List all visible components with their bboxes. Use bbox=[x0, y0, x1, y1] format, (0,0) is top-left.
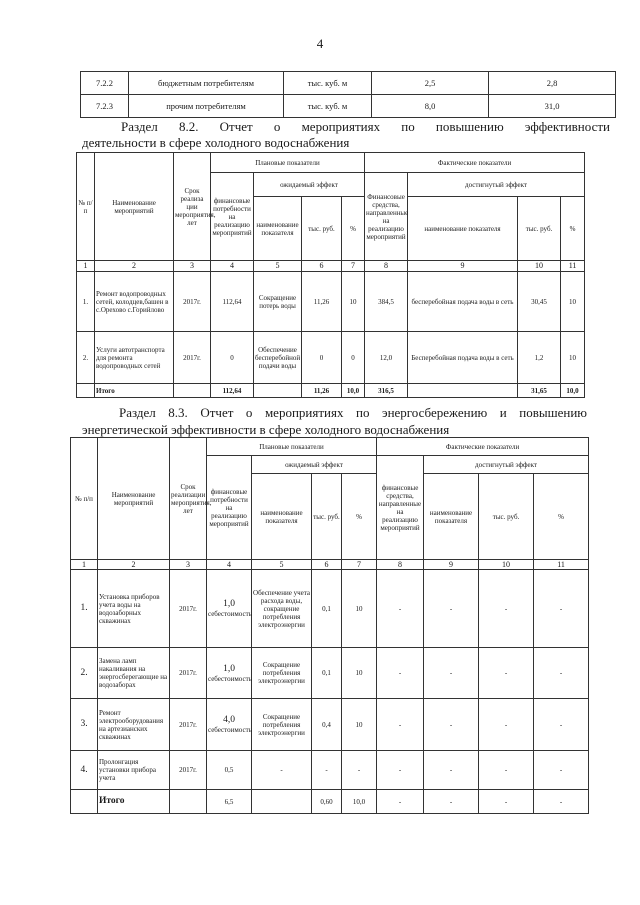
table-row bbox=[81, 95, 616, 118]
row-fin-unit: себестоимость bbox=[208, 610, 252, 618]
row-fin-actual: - bbox=[377, 648, 424, 699]
row-period: 2017г. bbox=[174, 272, 211, 332]
row-period: 2017г. bbox=[170, 699, 207, 751]
header-actual: Фактические показатели bbox=[365, 153, 585, 173]
index-cell: 1 bbox=[77, 261, 95, 272]
header-planned: Плановые показатели bbox=[211, 153, 365, 173]
index-cell: 8 bbox=[377, 560, 424, 570]
header-num: № п/ п bbox=[77, 153, 95, 261]
row-fin-value: 1,0 bbox=[223, 599, 235, 609]
row-exp-name: Обеспечение учета расхода воды, сокращение потребления электроэнергии bbox=[252, 570, 312, 648]
row-ach-pct: 10 bbox=[561, 332, 585, 384]
header-period: Срок реализации мероприятия, лет bbox=[170, 438, 207, 560]
row-number: 7.2.3 bbox=[81, 95, 129, 118]
section-82-title-line1: Раздел 8.2. Отчет о мероприятиях по повышению эффективности bbox=[121, 119, 610, 134]
header-actual: Фактические показатели bbox=[377, 438, 589, 456]
index-cell: 6 bbox=[312, 560, 342, 570]
row-fin-value: 1,0 bbox=[223, 663, 235, 674]
index-cell: 3 bbox=[174, 261, 211, 272]
header-ach-pct: % bbox=[534, 474, 589, 560]
row-fin-actual: - bbox=[377, 751, 424, 790]
total-ach-pct: 10,0 bbox=[561, 384, 585, 398]
row-number: 1. bbox=[77, 272, 95, 332]
index-cell: 9 bbox=[424, 560, 479, 570]
index-cell: 10 bbox=[518, 261, 561, 272]
header-exp-name: наименование показателя bbox=[254, 197, 302, 261]
index-cell: 7 bbox=[342, 560, 377, 570]
row-exp-name: Сокращение потребления электроэнергии bbox=[252, 648, 312, 699]
header-name: Наименование мероприятий bbox=[98, 438, 170, 560]
section-82-table bbox=[76, 152, 585, 398]
row-name: Ремонт водопроводных сетей, колодцев,башен в с.Орехово с.Горийлово bbox=[95, 272, 174, 332]
table-row bbox=[71, 648, 589, 699]
header-fin-actual: финансовые средства, направленные на реализацию мероприятий bbox=[377, 456, 424, 560]
row-exp-name: Сокращение потерь воды bbox=[254, 272, 302, 332]
table-row bbox=[77, 332, 585, 384]
header-financing: финансовые потребности на реализацию мероприятий bbox=[211, 173, 254, 261]
header-ach-name: наименование показателя bbox=[408, 197, 518, 261]
index-row bbox=[71, 560, 589, 570]
header-planned: Плановые показатели bbox=[207, 438, 377, 456]
row-fin-value: 4,0 bbox=[223, 715, 235, 725]
table-row bbox=[71, 699, 589, 751]
row-fin-value: 0,5 bbox=[224, 766, 234, 774]
row-ach-pct: - bbox=[534, 751, 589, 790]
row-plan: 2,5 bbox=[372, 72, 489, 95]
row-number: 2. bbox=[77, 332, 95, 384]
row-exp-rub: 0,4 bbox=[312, 699, 342, 751]
row-ach-rub: - bbox=[479, 699, 534, 751]
index-cell: 4 bbox=[211, 261, 254, 272]
row-name: Ремонт электрооборудования на артезианских скважинах bbox=[98, 699, 170, 751]
header-achieved: достигнутый эффект bbox=[408, 173, 585, 197]
table-row bbox=[81, 72, 616, 95]
index-cell: 4 bbox=[207, 560, 252, 570]
header-ach-pct: % bbox=[561, 197, 585, 261]
table-row bbox=[77, 272, 585, 332]
row-name: Пролонгация установки прибора учета bbox=[98, 751, 170, 790]
row-financing bbox=[207, 751, 252, 790]
total-row bbox=[77, 384, 585, 398]
page-number: 4 bbox=[316, 36, 324, 51]
row-name: бюджетным потребителям bbox=[129, 72, 284, 95]
header-expected: ожидаемый эффект bbox=[252, 456, 377, 474]
row-name: Установка приборов учета воды на водозаборных скважинах bbox=[98, 570, 170, 648]
header-fin-actual: Финансовые средства, направленные на реализацию мероприятий bbox=[365, 173, 408, 261]
row-fin-unit: себестоимость bbox=[208, 726, 252, 734]
index-cell: 5 bbox=[252, 560, 312, 570]
row-unit: тыс. куб. м bbox=[284, 72, 372, 95]
row-exp-pct: 10 bbox=[342, 272, 365, 332]
index-cell: 2 bbox=[95, 261, 174, 272]
row-period: 2017г. bbox=[170, 648, 207, 699]
row-financing bbox=[207, 699, 252, 751]
header-exp-pct: % bbox=[342, 197, 365, 261]
table-row bbox=[71, 751, 589, 790]
row-exp-pct: - bbox=[342, 751, 377, 790]
row-number: 3. bbox=[71, 699, 98, 751]
section-83-title-line1: Раздел 8.3. Отчет о мероприятиях по энергосбережению и повышению bbox=[119, 405, 587, 420]
row-exp-rub: 0,1 bbox=[312, 570, 342, 648]
header-name: Наименование мероприятий bbox=[95, 153, 174, 261]
row-unit: тыс. куб. м bbox=[284, 95, 372, 118]
row-number: 2. bbox=[71, 648, 98, 699]
total-ach-pct: - bbox=[534, 790, 589, 814]
row-exp-name: Обеспечение бесперебойной подачи воды bbox=[254, 332, 302, 384]
header-exp-rub: тыс. руб. bbox=[312, 474, 342, 560]
row-ach-rub: 30,45 bbox=[518, 272, 561, 332]
total-ach-name: - bbox=[424, 790, 479, 814]
section-83-table bbox=[70, 437, 589, 814]
total-ach-rub: - bbox=[479, 790, 534, 814]
row-exp-pct: 10 bbox=[342, 648, 377, 699]
row-ach-pct: - bbox=[534, 699, 589, 751]
header-achieved: достигнутый эффект bbox=[424, 456, 589, 474]
total-exp-rub: 0,60 bbox=[312, 790, 342, 814]
row-fin-unit: себестоимость bbox=[208, 674, 252, 683]
row-ach-name: - bbox=[424, 648, 479, 699]
row-fin-actual: 384,5 bbox=[365, 272, 408, 332]
row-name: прочим потребителям bbox=[129, 95, 284, 118]
index-cell: 10 bbox=[479, 560, 534, 570]
row-ach-name: - bbox=[424, 751, 479, 790]
total-fin-actual: 316,5 bbox=[365, 384, 408, 398]
row-financing bbox=[207, 648, 252, 699]
total-fin-actual: - bbox=[377, 790, 424, 814]
index-cell: 7 bbox=[342, 261, 365, 272]
row-financing: 0 bbox=[211, 332, 254, 384]
header-ach-rub: тыс. руб. bbox=[518, 197, 561, 261]
total-label: Итого bbox=[95, 384, 174, 398]
row-period: 2017г. bbox=[174, 332, 211, 384]
index-cell: 3 bbox=[170, 560, 207, 570]
index-cell: 11 bbox=[534, 560, 589, 570]
header-exp-rub: тыс. руб. bbox=[302, 197, 342, 261]
header-ach-rub: тыс. руб. bbox=[479, 474, 534, 560]
index-cell: 6 bbox=[302, 261, 342, 272]
row-ach-name: - bbox=[424, 570, 479, 648]
row-period: 2017г. bbox=[170, 751, 207, 790]
header-exp-pct: % bbox=[342, 474, 377, 560]
row-name: Услуги автотранспорта для ремонта водопроводных сетей bbox=[95, 332, 174, 384]
row-ach-name: бесперебойная подача воды в сеть bbox=[408, 272, 518, 332]
section-83-title-line2: энергетической эффективности в сфере холодного водоснабжения bbox=[82, 422, 450, 437]
row-fin-actual: - bbox=[377, 699, 424, 751]
total-row bbox=[71, 790, 589, 814]
row-ach-rub: 1,2 bbox=[518, 332, 561, 384]
row-number: 7.2.2 bbox=[81, 72, 129, 95]
index-row bbox=[77, 261, 585, 272]
header-ach-name: наименование показателя bbox=[424, 474, 479, 560]
row-ach-rub: - bbox=[479, 570, 534, 648]
index-cell: 1 bbox=[71, 560, 98, 570]
total-exp-pct: 10,0 bbox=[342, 384, 365, 398]
row-exp-pct: 10 bbox=[342, 570, 377, 648]
row-exp-rub: 0 bbox=[302, 332, 342, 384]
row-exp-rub: 11,26 bbox=[302, 272, 342, 332]
row-financing bbox=[207, 570, 252, 648]
header-num: № п/п bbox=[71, 438, 98, 560]
row-exp-name: Сокращение потребления электроэнергии bbox=[252, 699, 312, 751]
header-financing: финансовые потребности на реализацию мероприятий bbox=[207, 456, 252, 560]
table-row bbox=[71, 570, 589, 648]
row-exp-name: - bbox=[252, 751, 312, 790]
total-label: Итого bbox=[98, 790, 170, 814]
index-cell: 11 bbox=[561, 261, 585, 272]
total-exp-pct: 10,0 bbox=[342, 790, 377, 814]
row-financing: 112,64 bbox=[211, 272, 254, 332]
index-cell: 2 bbox=[98, 560, 170, 570]
index-cell: 8 bbox=[365, 261, 408, 272]
row-exp-pct: 10 bbox=[342, 699, 377, 751]
row-exp-pct: 0 bbox=[342, 332, 365, 384]
row-plan: 8,0 bbox=[372, 95, 489, 118]
row-ach-pct: 10 bbox=[561, 272, 585, 332]
row-ach-name: Бесперебойная подача воды в сеть bbox=[408, 332, 518, 384]
row-number: 4. bbox=[71, 751, 98, 790]
total-ach-rub: 31,65 bbox=[518, 384, 561, 398]
row-ach-rub: - bbox=[479, 648, 534, 699]
top-table bbox=[80, 71, 616, 118]
row-exp-rub: 0,1 bbox=[312, 648, 342, 699]
row-ach-pct: - bbox=[534, 648, 589, 699]
row-fact: 31,0 bbox=[489, 95, 616, 118]
header-expected: ожидаемый эффект bbox=[254, 173, 365, 197]
total-financing: 6,5 bbox=[207, 790, 252, 814]
section-82-title-line2: деятельности в сфере холодного водоснабжения bbox=[82, 135, 350, 150]
row-name: Замена ламп накаливания на энергосберегающие на водозаборах bbox=[98, 648, 170, 699]
row-period: 2017г. bbox=[170, 570, 207, 648]
index-cell: 9 bbox=[408, 261, 518, 272]
header-exp-name: наименование показателя bbox=[252, 474, 312, 560]
row-fin-actual: 12,0 bbox=[365, 332, 408, 384]
total-exp-rub: 11,26 bbox=[302, 384, 342, 398]
header-period: Срок реализа ции мероприятия, лет bbox=[174, 153, 211, 261]
total-financing: 112,64 bbox=[211, 384, 254, 398]
row-ach-pct: - bbox=[534, 570, 589, 648]
row-ach-name: - bbox=[424, 699, 479, 751]
index-cell: 5 bbox=[254, 261, 302, 272]
row-fact: 2,8 bbox=[489, 72, 616, 95]
row-number: 1. bbox=[71, 570, 98, 648]
row-ach-rub: - bbox=[479, 751, 534, 790]
row-exp-rub: - bbox=[312, 751, 342, 790]
row-fin-actual: - bbox=[377, 570, 424, 648]
